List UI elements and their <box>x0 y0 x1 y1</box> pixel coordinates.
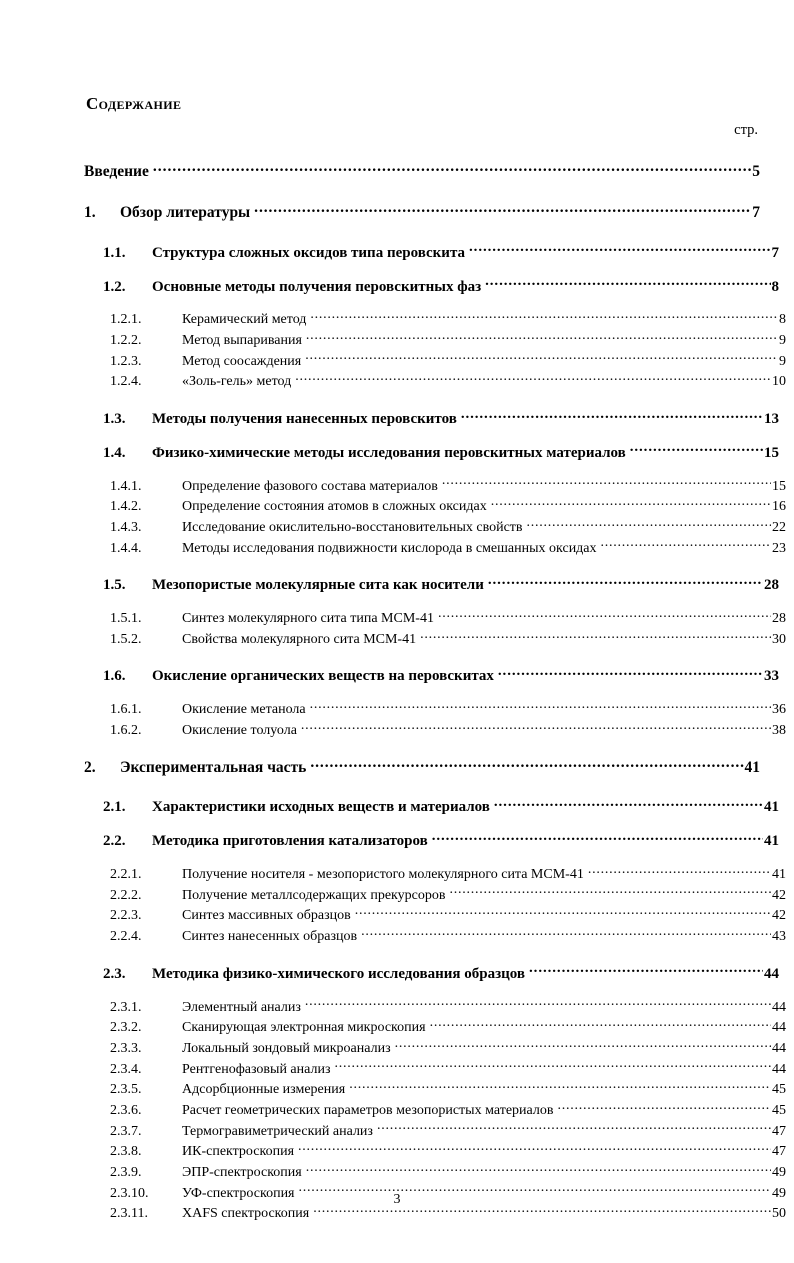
toc-entry-page-number: 44 <box>764 965 779 982</box>
toc-entry-page-number: 41 <box>772 867 786 883</box>
toc-entry[interactable] <box>103 574 779 594</box>
toc-entry-page-number: 42 <box>772 887 786 903</box>
toc-entry-number: 2. <box>84 759 96 777</box>
toc-dot-leader <box>601 538 771 552</box>
toc-entry-page-number: 30 <box>772 631 786 647</box>
toc-entry-page-number: 22 <box>772 519 786 535</box>
toc-entry-title: Адсорбционные измерения <box>182 1082 346 1098</box>
toc-entry[interactable] <box>103 276 779 296</box>
toc-entry[interactable] <box>103 442 779 462</box>
toc-dot-leader <box>349 1079 771 1093</box>
toc-entry-title: Методика физико-химического исследования образцов <box>152 965 526 982</box>
toc-entry-title: Структура сложных оксидов типа перовскита <box>152 244 466 261</box>
toc-entry-number: 1.6.2. <box>110 722 142 738</box>
toc-entry-page-number: 33 <box>764 668 779 685</box>
toc-entry-number: 1.2.2. <box>110 332 142 348</box>
toc-dot-leader <box>334 1059 771 1073</box>
toc-dot-leader <box>630 442 763 457</box>
toc-entry-title: Окисление толуола <box>182 722 297 738</box>
toc-dot-leader <box>298 1141 771 1155</box>
toc-entry[interactable] <box>110 1079 786 1098</box>
toc-dot-leader <box>494 796 763 811</box>
toc-entry[interactable] <box>110 629 786 648</box>
toc-entry-page-number: 28 <box>772 611 786 627</box>
toc-entry-title: Определение состояния атомов в сложных оксидах <box>182 499 487 515</box>
toc-entry-page-number: 43 <box>772 929 786 945</box>
toc-entry[interactable] <box>103 830 779 850</box>
toc-dot-leader <box>430 1017 771 1031</box>
toc-dot-leader <box>306 330 778 344</box>
toc-entry[interactable] <box>110 496 786 515</box>
toc-entry-title: УФ-спектроскопия <box>182 1185 295 1201</box>
toc-entry-title: Методика приготовления катализаторов <box>152 833 428 850</box>
toc-entry-number: 1.5.2. <box>110 631 142 647</box>
toc-entry-number: 1.2.4. <box>110 374 142 390</box>
toc-entry-page-number: 49 <box>772 1185 786 1201</box>
toc-dot-leader <box>491 496 771 510</box>
toc-entry[interactable] <box>110 720 786 739</box>
toc-dot-leader <box>361 926 771 940</box>
toc-entry[interactable] <box>110 608 786 627</box>
toc-entry-page-number: 42 <box>772 908 786 924</box>
toc-entry-page-number: 10 <box>772 374 786 390</box>
toc-entry-number: 1.4.1. <box>110 478 142 494</box>
toc-entry-number: 1.2.3. <box>110 353 142 369</box>
toc-entry-page-number: 7 <box>771 244 779 261</box>
toc-entry[interactable] <box>84 202 760 222</box>
toc-entry-number: 1.5. <box>103 577 126 594</box>
toc-dot-leader <box>449 885 771 899</box>
toc-entry-page-number: 44 <box>772 1061 786 1077</box>
toc-entry-page-number: 36 <box>772 702 786 718</box>
toc-entry-page-number: 45 <box>772 1082 786 1098</box>
toc-entry-page-number: 8 <box>779 312 786 328</box>
toc-dot-leader <box>295 371 771 385</box>
toc-entry-page-number: 15 <box>764 444 779 461</box>
toc-entry[interactable] <box>110 517 786 536</box>
toc-entry-number: 1. <box>84 204 96 222</box>
toc-entry-title: Элементный анализ <box>182 999 301 1015</box>
toc-entry-number: 2.2.1. <box>110 867 142 883</box>
page-number-column-header: стр. <box>734 122 758 138</box>
toc-entry-page-number: 45 <box>772 1102 786 1118</box>
toc-entry-number: 2.3.5. <box>110 1082 142 1098</box>
toc-entry-page-number: 49 <box>772 1164 786 1180</box>
toc-dot-leader <box>498 665 763 680</box>
toc-dot-leader <box>301 720 771 734</box>
toc-entry-title: Термогравиметрический анализ <box>182 1123 373 1139</box>
toc-entry[interactable] <box>110 1100 786 1119</box>
toc-entry[interactable] <box>84 160 760 180</box>
toc-entry-title: Локальный зондовый микроанализ <box>182 1040 391 1056</box>
toc-entry[interactable] <box>110 864 786 883</box>
toc-entry-number: 2.3.11. <box>110 1206 148 1222</box>
toc-entry-number: 1.5.1. <box>110 611 142 627</box>
toc-entry-page-number: 28 <box>764 577 779 594</box>
toc-entry-title: Физико-химические методы исследования перовскитных материалов <box>152 444 626 461</box>
toc-entry-number: 1.4.3. <box>110 519 142 535</box>
toc-entry[interactable] <box>103 963 779 983</box>
toc-entry-number: 1.3. <box>103 411 126 427</box>
toc-entry-page-number: 44 <box>772 1020 786 1036</box>
toc-entry-title: Синтез массивных образцов <box>182 908 351 924</box>
toc-entry-title: Рентгенофазовый анализ <box>182 1061 331 1077</box>
toc-entry-title: Расчет геометрических параметров мезопористых материалов <box>182 1102 554 1118</box>
toc-entry-number: 1.4. <box>103 444 126 461</box>
toc-entry[interactable] <box>110 1162 786 1181</box>
toc-entry-title: Экспериментальная часть <box>120 759 307 777</box>
toc-entry-page-number: 5 <box>752 162 760 180</box>
toc-dot-leader <box>305 351 778 365</box>
toc-dot-leader <box>306 1162 771 1176</box>
toc-entry-title: Метод выпаривания <box>182 332 302 348</box>
toc-dot-leader <box>438 608 771 622</box>
toc-entry-number: 2.3.1. <box>110 999 142 1015</box>
toc-entry[interactable] <box>110 885 786 904</box>
toc-dot-leader <box>377 1121 771 1135</box>
toc-entry-page-number: 13 <box>764 411 779 427</box>
toc-entry-number: 2.2. <box>103 833 126 850</box>
toc-entry[interactable] <box>110 1141 786 1160</box>
toc-entry-number: 2.2.3. <box>110 908 142 924</box>
toc-entry[interactable] <box>110 309 786 328</box>
toc-entry[interactable] <box>110 1059 786 1078</box>
toc-entry-number: 2.3.2. <box>110 1020 142 1036</box>
toc-entry-title: Мезопористые молекулярные сита как носители <box>152 577 484 594</box>
toc-entry[interactable] <box>110 371 786 390</box>
toc-dot-leader <box>254 202 751 218</box>
toc-dot-leader <box>420 629 771 643</box>
toc-entry-page-number: 44 <box>772 1040 786 1056</box>
toc-entry[interactable] <box>110 997 786 1016</box>
page-folio-number: 3 <box>393 1192 401 1207</box>
toc-entry-number: 2.3.7. <box>110 1123 142 1139</box>
toc-dot-leader <box>469 242 770 257</box>
toc-entry-number: 1.6.1. <box>110 702 142 718</box>
toc-entry[interactable] <box>103 665 779 685</box>
toc-entry-page-number: 41 <box>744 759 760 777</box>
toc-entry-page-number: 9 <box>779 332 786 348</box>
toc-dot-leader <box>432 830 763 845</box>
toc-entry[interactable] <box>110 330 786 349</box>
toc-dot-leader <box>529 963 763 978</box>
toc-entry-title: Обзор литературы <box>120 204 251 222</box>
toc-entry-title: Окисление органических веществ на перовскитах <box>152 668 494 685</box>
toc-entry-title: Синтез нанесенных образцов <box>182 929 358 945</box>
toc-entry-title: Получение металлсодержащих прекурсоров <box>182 887 446 903</box>
toc-entry-page-number: 47 <box>772 1123 786 1139</box>
toc-entry-number: 2.3.6. <box>110 1102 142 1118</box>
toc-entry-number: 2.3. <box>103 965 126 982</box>
toc-entry-title: Характеристики исходных веществ и материалов <box>152 799 490 816</box>
toc-entry[interactable] <box>110 926 786 945</box>
toc-dot-leader <box>485 276 770 291</box>
toc-entry-number: 2.2.4. <box>110 929 142 945</box>
toc-entry-page-number: 47 <box>772 1144 786 1160</box>
toc-entry-page-number: 41 <box>764 833 779 850</box>
toc-entry[interactable] <box>103 242 779 262</box>
toc-entry[interactable] <box>110 905 786 924</box>
toc-dot-leader <box>310 699 771 713</box>
toc-dot-leader <box>527 517 771 531</box>
toc-entry-title: Свойства молекулярного сита МСМ-41 <box>182 631 417 647</box>
toc-entry-number: 2.3.4. <box>110 1061 142 1077</box>
toc-entry-title: Сканирующая электронная микроскопия <box>182 1020 426 1036</box>
toc-entry[interactable] <box>110 1017 786 1036</box>
toc-entry-page-number: 8 <box>771 278 779 295</box>
toc-entry-number: 1.2. <box>103 278 126 295</box>
toc-dot-leader <box>355 905 771 919</box>
toc-entry[interactable] <box>110 351 786 370</box>
toc-entry-page-number: 50 <box>772 1206 786 1222</box>
toc-entry-page-number: 44 <box>772 999 786 1015</box>
toc-entry-page-number: 9 <box>779 353 786 369</box>
toc-entry-number: 2.3.8. <box>110 1144 142 1160</box>
table-of-contents-list <box>84 160 786 1224</box>
toc-entry[interactable] <box>103 796 779 816</box>
toc-entry-page-number: 23 <box>772 540 786 556</box>
toc-entry-title: Метод соосаждения <box>182 353 302 369</box>
toc-entry[interactable] <box>110 699 786 718</box>
toc-entry-title: Введение <box>84 162 149 180</box>
toc-entry-title: Синтез молекулярного сита типа МСМ-41 <box>182 611 434 627</box>
toc-dot-leader <box>461 408 763 423</box>
toc-dot-leader <box>488 574 763 589</box>
toc-entry-page-number: 16 <box>772 499 786 515</box>
toc-entry-number: 2.1. <box>103 799 126 816</box>
toc-entry[interactable] <box>84 757 760 777</box>
toc-entry-number: 2.3.3. <box>110 1040 142 1056</box>
toc-entry-title: ИК-спектроскопия <box>182 1144 295 1160</box>
toc-entry[interactable] <box>110 1038 786 1057</box>
toc-dot-leader <box>442 476 771 490</box>
toc-entry-page-number: 41 <box>764 799 779 816</box>
toc-dot-leader <box>305 997 771 1011</box>
toc-entry-number: 1.4.2. <box>110 499 142 515</box>
toc-entry-number: 2.2.2. <box>110 887 142 903</box>
toc-dot-leader <box>588 864 771 878</box>
toc-entry-number: 2.3.10. <box>110 1185 149 1201</box>
toc-entry[interactable] <box>110 538 786 557</box>
toc-entry-page-number: 15 <box>772 478 786 494</box>
toc-entry-title: Методы исследования подвижности кислорода в смешанных оксидах <box>182 540 597 556</box>
toc-entry[interactable] <box>110 476 786 495</box>
toc-entry-title: Основные методы получения перовскитных фаз <box>152 278 482 295</box>
toc-entry-title: Керамический метод <box>182 312 307 328</box>
toc-dot-leader <box>395 1038 771 1052</box>
toc-entry-title: Исследование окислительно-восстановительных свойств <box>182 519 523 535</box>
toc-entry-title: Определение фазового состава материалов <box>182 478 438 494</box>
toc-entry[interactable] <box>110 1121 786 1140</box>
page-title: Содержание <box>86 94 182 113</box>
toc-entry-title: «Золь-гель» метод <box>182 374 292 390</box>
toc-entry-number: 1.6. <box>103 668 126 685</box>
toc-entry-title: Получение носителя - мезопористого молекулярного сита МСМ-41 <box>182 867 584 883</box>
toc-entry-number: 1.1. <box>103 244 126 261</box>
toc-entry-number: 1.4.4. <box>110 540 142 556</box>
toc-entry-title: ЭПР-спектроскопия <box>182 1164 302 1180</box>
toc-entry-page-number: 38 <box>772 722 786 738</box>
toc-entry-page-number: 7 <box>752 204 760 222</box>
toc-entry-title: Окисление метанола <box>182 702 306 718</box>
toc-dot-leader <box>153 160 751 176</box>
toc-entry[interactable] <box>103 408 779 428</box>
toc-dot-leader <box>310 757 743 773</box>
toc-entry-number: 2.3.9. <box>110 1164 142 1180</box>
toc-entry-number: 1.2.1. <box>110 312 142 328</box>
toc-dot-leader <box>310 309 778 323</box>
toc-entry-title: XAFS спектроскопия <box>182 1206 310 1222</box>
toc-dot-leader <box>557 1100 771 1114</box>
toc-entry-title: Методы получения нанесенных перовскитов <box>152 411 457 427</box>
